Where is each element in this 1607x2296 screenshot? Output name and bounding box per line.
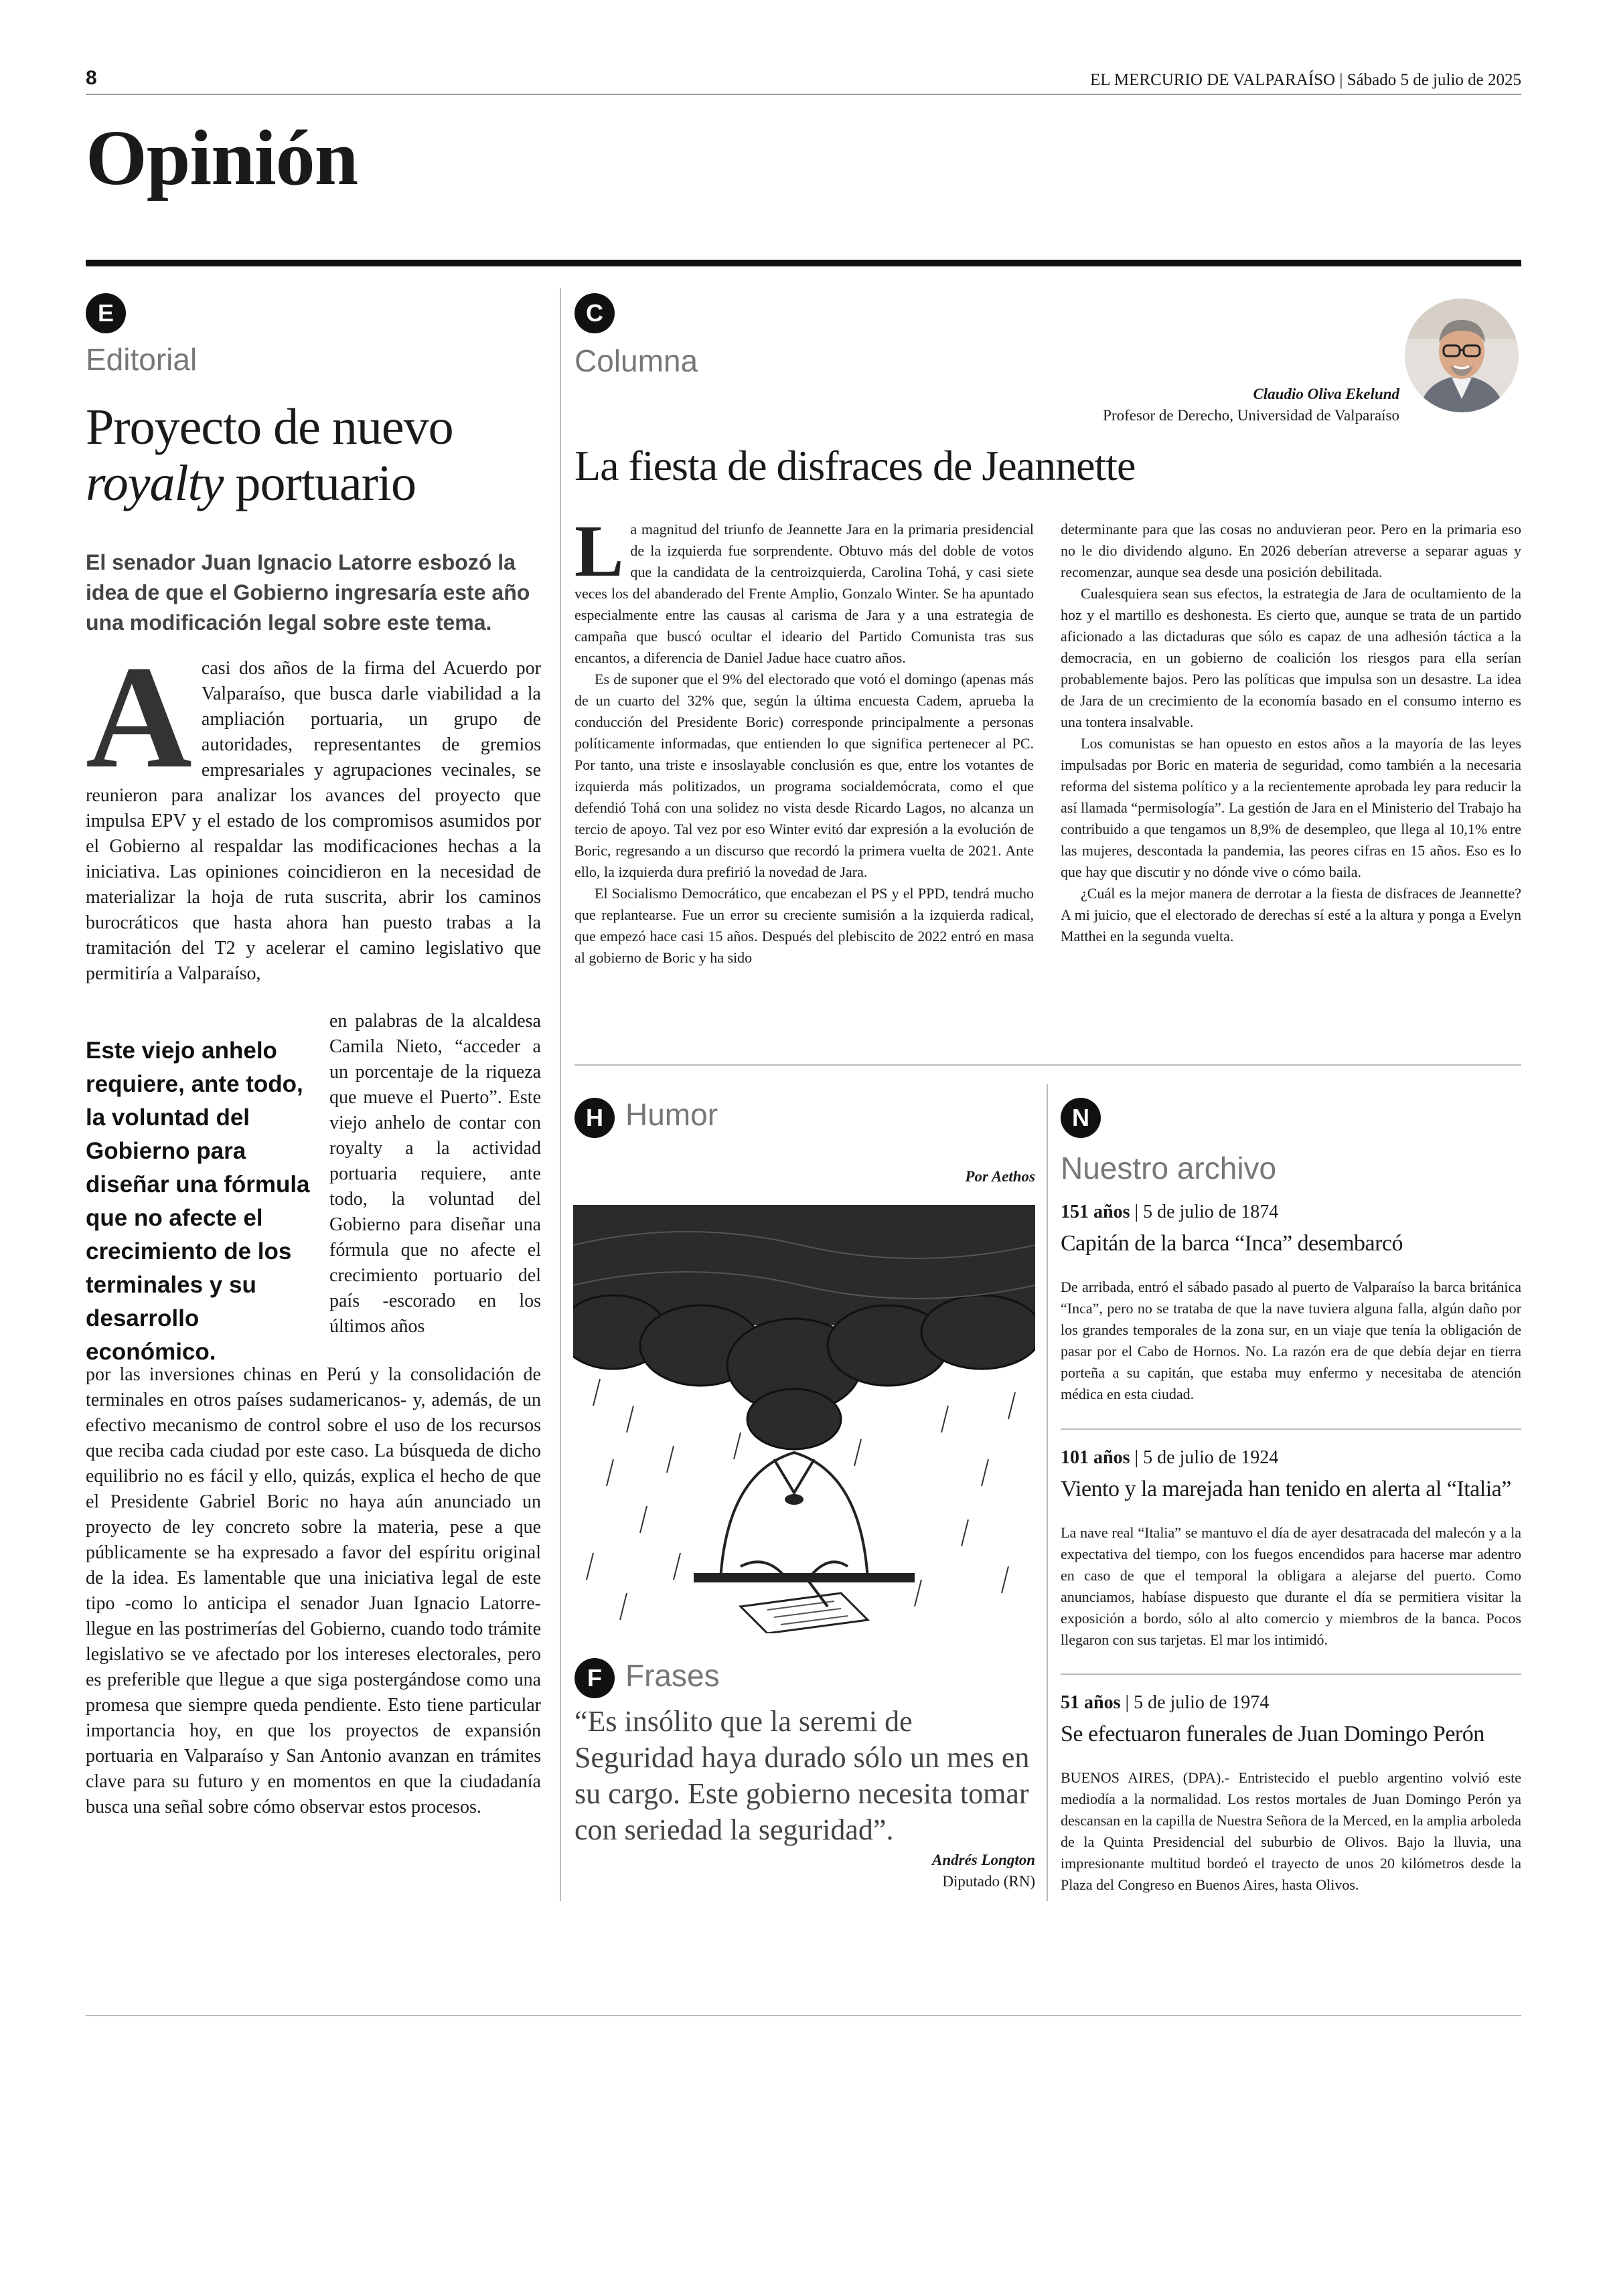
humor-badge: H bbox=[575, 1098, 615, 1138]
editorial-body-top bbox=[86, 635, 541, 987]
top-rule bbox=[86, 94, 1521, 95]
editorial-headline-italic: royalty bbox=[86, 455, 224, 511]
archive-kicker: Nuestro archivo bbox=[1061, 1151, 1277, 1185]
section-title: Opinión bbox=[86, 114, 358, 201]
section-rule bbox=[86, 260, 1521, 266]
editorial-pullquote: Este viejo anhelo requiere, ante todo, la voluntad del Gobierno para diseñar una fórmula que no afecte el crecimiento de los terminales y su desarrollo económico. bbox=[86, 1038, 310, 1365]
column-bottom-rule bbox=[575, 1064, 1521, 1066]
editorial-badge: E bbox=[86, 293, 126, 333]
editorial-headline bbox=[86, 399, 568, 511]
column-paragraph: Los comunistas se han opuesto en estos años a la mayoría de las leyes impulsadas por Boric en materia de seguridad, como también a la necesaria reforma del sistema político y a la recientemente aprobada ley para reducir la así llamada “permisología”. La gestión de Jara en el Ministerio del Trabajo ha contribuido a que tengamos un 8,9% de desempleo, que llega al 10,1% entre las mujeres, descontada la pandemia, las peores cifras en 15 años. Eso es lo que hay que discutir y no dónde vive o cómo baila. bbox=[1061, 735, 1521, 880]
masthead: EL MERCURIO DE VALPARAÍSO | Sábado 5 de julio de 2025 bbox=[1090, 71, 1521, 89]
archive-body: La nave real “Italia” se mantuvo el día de ayer desatracada del malecón y a la expectativa del tiempo, con los fuegos encendidos para hacerse mar adentro en caso de que el temporal la obligara a alejarse del puerto. Como anunciamos, habíase dispuesto que durante el día se permitiera visitar la exposición a bordo, sólo al alto comercio y miembros de la banca. Pocos llegaron con sus tarjetas. El mar los intimidó. bbox=[1061, 1524, 1521, 1648]
page-number: 8 bbox=[86, 67, 97, 89]
editorial-paragraph: en palabras de la alcaldesa Camila Nieto, “acceder a un porcentaje de la riqueza que mueve el Puerto”. Este viejo anhelo de contar con royalty a la actividad portuaria requiere, ante todo, la voluntad del Gobierno para diseñar una fórmula que no afecte el crecimiento portuario del país -escorado en los últimos años bbox=[329, 1011, 541, 1337]
editorial-dropcap: A bbox=[86, 635, 192, 799]
column-paragraph: Cualesquiera sean sus efectos, la estrategia de Jara de ocultamiento de la hoz y el martillo es deshonesta. Es cierto que, aunque se trata de un partido aficionado a las dictaduras que sólo es capaz de una adhesión táctica a la democracia, en un gobierno de coalición los riesgos para ella serían probablemente bajos. Pero las políticas que impulsa son un desastre. La idea de Jara de un crecimiento de la economía basado en el consumo interno es una tontera insalvable. bbox=[1061, 585, 1521, 730]
column-body-right bbox=[1061, 519, 1521, 947]
editorial-paragraph: por las inversiones chinas en Perú y la consolidación de terminales en otros países sudamericanos- y, además, de un efectivo mecanismo de control sobre el uso de los recursos que reciba cada ciudad por este caso. La búsqueda de dicho equilibrio no es fácil y ello, quizás, explica el hecho de que el Presidente Gabriel Boric no haya aún anunciado un proyecto de ley concreto sobre la materia, pese a que públicamente se ha expresado a favor del espíritu original de la idea. Es lamentable que una iniciativa legal de este tipo -como lo anticipa el senador Juan Ignacio Latorre- llegue en las postrimerías del Gobierno, cuando todo trámite legislativo se ve afectado por los intereses electorales, pero es preferible que llegue a que siga postergándose como una promesa que siempre queda pendiente. Esto tiene particular importancia hoy, en que los proyectos de expansión portuaria en Valparaíso y San Antonio avanzan en trámites clave para su futuro y en momentos en que la ciudadanía busca una señal sobre cómo observar estos procesos. bbox=[86, 1364, 541, 1817]
column-kicker: Columna bbox=[575, 343, 698, 378]
column-badge: C bbox=[575, 293, 615, 333]
archive-headline: Viento y la marejada han tenido en alerta al “Italia” bbox=[1061, 1477, 1511, 1501]
humor-kicker: Humor bbox=[625, 1097, 718, 1132]
archive-item bbox=[1061, 1202, 1521, 1405]
archive-headline: Capitán de la barca “Inca” desembarcó bbox=[1061, 1231, 1403, 1256]
humor-cartoon bbox=[573, 1205, 1035, 1633]
column-author: Claudio Oliva Ekelund bbox=[1253, 386, 1399, 402]
frases-kicker: Frases bbox=[625, 1658, 720, 1693]
archive-years: 101 años bbox=[1061, 1447, 1130, 1468]
issue-date: Sábado 5 de julio de 2025 bbox=[1347, 71, 1521, 89]
archive-year: 101 años | 5 de julio de 1924 bbox=[1061, 1447, 1279, 1468]
humor-byline: Por Aethos bbox=[965, 1168, 1035, 1185]
frases-role: Diputado (RN) bbox=[942, 1873, 1035, 1890]
archive-divider bbox=[1047, 1084, 1048, 1901]
column-body-left bbox=[575, 510, 1034, 969]
frases-badge: F bbox=[575, 1658, 615, 1698]
editorial-kicker: Editorial bbox=[86, 342, 198, 377]
editorial-paragraph: casi dos años de la firma del Acuerdo por Valparaíso, que busca darle viabilidad a la ampliación portuaria, un grupo de autoridades, representantes de gremios empresariales y agrupaciones vecinales, se reunieron para analizar los avances del proyecto que impulsa EPV y el estado de los compromisos asumidos por el Gobierno al respaldar las modificaciones hechas a la iniciativa. Las opiniones coincidieron en la necesidad de materializar la hoja de ruta suscrita, abrir los caminos burocráticos que hasta ahora han puesto trabas a la tramitación del T2 y acelerar el camino legislativo que permitiría a Valparaíso, bbox=[86, 658, 541, 984]
archive-item bbox=[1061, 1447, 1521, 1651]
editorial-body-mid bbox=[329, 1009, 541, 1339]
archive-item bbox=[1061, 1692, 1521, 1896]
archive-rule bbox=[1061, 1428, 1521, 1430]
newspaper-name: EL MERCURIO DE VALPARAÍSO bbox=[1090, 71, 1336, 89]
editorial-body-bottom bbox=[86, 1362, 541, 1820]
archive-body: BUENOS AIRES, (DPA).- Entristecido el pueblo argentino volvió este mediodía a la normalidad. Los restos mortales de Juan Domingo Perón ya descansan en la capilla de Nuestra Señora de la Merced, en la amplia arboleda de la Quinta Presidencial del suburbio de Olivos. Bajo la lluvia, una impresionante multitud bordeó el trayecto de unos 20 kilómetros desde la Plaza del Congreso en Buenos Aires, hasta Olivos. bbox=[1061, 1769, 1521, 1893]
column-paragraph: determinante para que las cosas no anduvieran peor. Pero en la primaria eso no le dio dividendo alguno. En 2026 deberían atreverse a separar aguas y recomenzar, aunque sea desde una posición debilitada. bbox=[1061, 521, 1521, 580]
archive-badge: N bbox=[1061, 1098, 1101, 1138]
archive-date: 5 de julio de 1924 bbox=[1143, 1447, 1279, 1468]
editorial-lead: El senador Juan Ignacio Latorre esbozó la idea de que el Gobierno ingresaría este año una modificación legal sobre este tema. bbox=[86, 550, 530, 635]
column-paragraph: El Socialismo Democrático, que encabezan el PS y el PPD, tendrá mucho que replantearse. Fue un error su creciente sumisión a la izquierda radical, que empezó hace casi 15 años. Después del plebiscito de 2022 entró en masa al gobierno de Boric y ha sido bbox=[575, 885, 1034, 966]
column-dropcap: L bbox=[575, 510, 624, 592]
editorial-headline-rest: portuario bbox=[223, 455, 416, 511]
archive-years: 151 años bbox=[1061, 1202, 1130, 1222]
archive-year: 51 años | 5 de julio de 1974 bbox=[1061, 1692, 1270, 1713]
author-avatar bbox=[1405, 299, 1519, 412]
archive-headline: Se efectuaron funerales de Juan Domingo Perón bbox=[1061, 1722, 1484, 1746]
frases-author: Andrés Longton bbox=[931, 1852, 1035, 1868]
archive-rule bbox=[1061, 1673, 1521, 1675]
editorial-headline-line1: Proyecto de nuevo bbox=[86, 399, 453, 455]
author-photo bbox=[1405, 299, 1519, 412]
archive-body: De arribada, entró el sábado pasado al puerto de Valparaíso la barca británica “Inca”, pero no se trataba de que la nave tuviera alguna falla, algún daño por los grandes temporales de la zona sur, en un viaje que tenía la obligación de pasar por el Cabo de Hornos. No. La razón era de que debía dejar en tierra porteña a su capitán, que estaba muy enfermo y necesitaba de atención médica en esta ciudad. bbox=[1061, 1279, 1521, 1402]
column-divider bbox=[560, 288, 561, 1901]
archive-years: 51 años bbox=[1061, 1692, 1121, 1713]
column-paragraph: a magnitud del triunfo de Jeannette Jara en la primaria presidencial de la izquierda fue sorprendente. Obtuvo más del doble de votos que la candidata de la centroizquierda, Carolina Tohá, y casi siete veces los del abanderado del Frente Amplio, Gonzalo Winter. Se ha apuntado especialmente entre las causas al carisma de Jara y a una estrategia de campaña que buscó ocultar el ideario del Partido Comunista tras sus encantos, a diferencia de Daniel Jadue hace cuatro años. bbox=[575, 521, 1034, 666]
column-author-role: Profesor de Derecho, Universidad de Valparaíso bbox=[1103, 407, 1399, 424]
archive-date: 5 de julio de 1874 bbox=[1143, 1202, 1279, 1222]
archive-date: 5 de julio de 1974 bbox=[1134, 1692, 1270, 1713]
cartoon-illustration bbox=[573, 1205, 1035, 1633]
frases-quote: “Es insólito que la seremi de Seguridad haya durado sólo un mes en su cargo. Este gobierno necesita tomar con seriedad la seguridad”. bbox=[575, 1705, 1030, 1846]
bottom-rule bbox=[86, 2015, 1521, 2016]
archive-year: 151 años | 5 de julio de 1874 bbox=[1061, 1202, 1279, 1222]
column-headline: La fiesta de disfraces de Jeannette bbox=[575, 442, 1136, 489]
column-paragraph: Es de suponer que el 9% del electorado que votó el domingo (apenas más de un cuarto del 32% que, según la última encuesta Cadem, aprueba la conducción del Presidente Boric) corresponde principalmente a personas políticamente informadas, que entienden lo que significa pertenecer al PC. Por tanto, una triste e insoslayable conclusión es que, entre los votantes de izquierda más politizados, un programa socialdemócrata, como el que defendió Tohá con una solidez no vista desde Ricardo Lagos, no alcanza un tercio de apoyo. Tal vez por eso Winter evitó dar expresión a la evolución de Boric, regresando a un discurso que recordó la primera vuelta de 2021. Ante ello, la izquierda dura prefirió la novedad de Jara. bbox=[575, 671, 1034, 880]
column-paragraph: ¿Cuál es la mejor manera de derrotar a la fiesta de disfraces de Jeannette? A mi juicio, que el electorado de derechas sí esté a la altura y ponga a Evelyn Matthei en la segunda vuelta. bbox=[1061, 885, 1521, 945]
